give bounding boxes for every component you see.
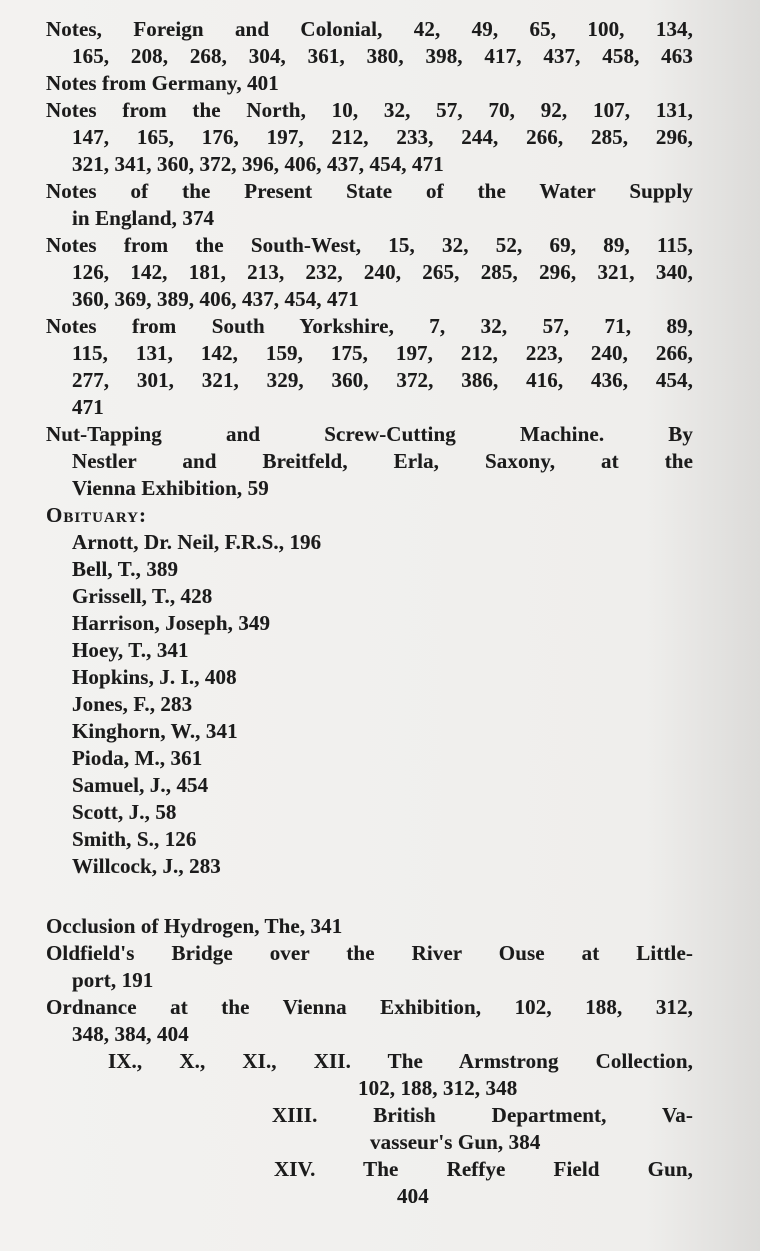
entry-line: 165, 208, 268, 304, 361, 380, 398, 417, 437, 458, 463 <box>72 44 693 68</box>
index-entry-notes-south-west <box>46 232 693 313</box>
index-entry-occlusion-hydrogen <box>46 913 693 940</box>
entry-line: Nestler and Breitfeld, Erla, Saxony, at the <box>72 449 693 473</box>
subentry-line: XIII. British Department, Va- <box>272 1103 693 1127</box>
entry-line: in England, 374 <box>72 206 215 230</box>
entry-line: Notes, Foreign and Colonial, 42, 49, 65, 100, 134, <box>46 17 693 41</box>
obituary-item: Bell, T., 389 <box>72 557 179 581</box>
entry-line: port, 191 <box>72 968 154 992</box>
entry-line: Notes of the Present State of the Water Supply <box>46 179 693 203</box>
ordnance-subentry-armstrong <box>46 1048 693 1102</box>
entry-line: Notes from the South-West, 15, 32, 52, 69, 89, 115, <box>46 233 693 257</box>
obituary-item: Kinghorn, W., 341 <box>72 719 238 743</box>
entry-line: 277, 301, 321, 329, 360, 372, 386, 416, 436, 454, <box>72 368 693 392</box>
subentry-line: 404 <box>397 1184 429 1208</box>
index-entry-notes-north <box>46 97 693 178</box>
entry-line: Vienna Exhibition, 59 <box>72 476 269 500</box>
ordnance-subentry-british <box>46 1102 693 1156</box>
index-entry-ordnance-vienna <box>46 994 693 1210</box>
index-entry-notes-south-yorkshire <box>46 313 693 421</box>
obituary-section <box>46 502 693 880</box>
index-entry-nut-tapping <box>46 421 693 502</box>
entry-line: 126, 142, 181, 213, 232, 240, 265, 285, 296, 321, 340, <box>72 260 693 284</box>
entry-line: 147, 165, 176, 197, 212, 233, 244, 266, 285, 296, <box>72 125 693 149</box>
obituary-item: Samuel, J., 454 <box>72 773 209 797</box>
obituary-item: Smith, S., 126 <box>72 827 197 851</box>
entry-line: 115, 131, 142, 159, 175, 197, 212, 223, 240, 266, <box>72 341 693 365</box>
obituary-item: Arnott, Dr. Neil, F.R.S., 196 <box>72 530 322 554</box>
entry-line: 471 <box>72 395 104 419</box>
entry-line: Oldfield's Bridge over the River Ouse at Little- <box>46 941 693 965</box>
index-entry-oldfields-bridge <box>46 940 693 994</box>
obituary-item: Scott, J., 58 <box>72 800 177 824</box>
obituary-item: Grissell, T., 428 <box>72 584 213 608</box>
obituary-item: Pioda, M., 361 <box>72 746 203 770</box>
obituary-item: Hoey, T., 341 <box>72 638 189 662</box>
obituary-item: Harrison, Joseph, 349 <box>72 611 271 635</box>
subentry-line: 102, 188, 312, 348 <box>358 1076 518 1100</box>
entry-line: Occlusion of Hydrogen, The, 341 <box>46 914 343 938</box>
subentry-line: XIV. The Reffye Field Gun, <box>274 1157 693 1181</box>
obituary-heading: Obituary: <box>46 503 147 527</box>
index-entry-water-supply <box>46 178 693 232</box>
entry-line: Notes from South Yorkshire, 7, 32, 57, 71, 89, <box>46 314 693 338</box>
entry-line: 348, 384, 404 <box>72 1022 189 1046</box>
index-page <box>46 16 693 1210</box>
subentry-line: vasseur's Gun, 384 <box>370 1130 541 1154</box>
obituary-item: Hopkins, J. I., 408 <box>72 665 237 689</box>
ordnance-subentry-reffye <box>46 1156 693 1210</box>
entry-line: 360, 369, 389, 406, 437, 454, 471 <box>72 287 359 311</box>
entry-line: 321, 341, 360, 372, 396, 406, 437, 454, 471 <box>72 152 444 176</box>
spacer <box>46 880 693 913</box>
entry-line: Notes from the North, 10, 32, 57, 70, 92, 107, 131, <box>46 98 693 122</box>
obituary-item: Willcock, J., 283 <box>72 854 221 878</box>
entry-line: Ordnance at the Vienna Exhibition, 102, 188, 312, <box>46 995 693 1019</box>
entry-line: Nut-Tapping and Screw-Cutting Machine. By <box>46 422 693 446</box>
index-entry-notes-germany <box>46 70 693 97</box>
entry-line: Notes from Germany, 401 <box>46 71 279 95</box>
index-entry-notes-foreign-colonial <box>46 16 693 70</box>
subentry-line: IX., X., XI., XII. The Armstrong Collection, <box>108 1049 693 1073</box>
obituary-item: Jones, F., 283 <box>72 692 193 716</box>
